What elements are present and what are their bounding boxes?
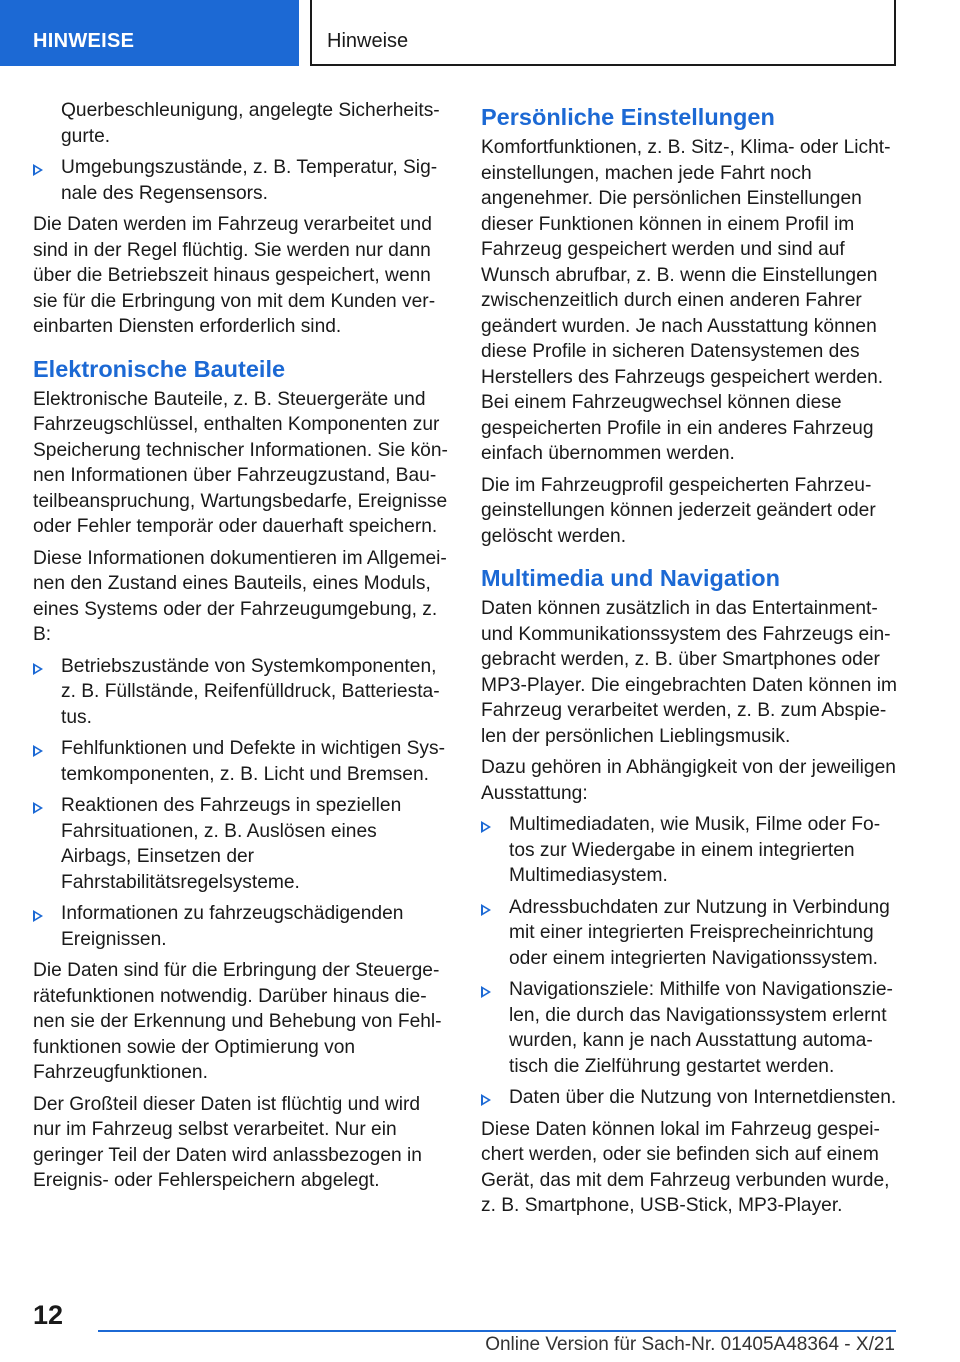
- list-item: [481, 812, 897, 889]
- page-number: 12: [33, 1300, 64, 1330]
- footer-version-text: Online Version für Sach-Nr. 01405A48364 - X/21: [485, 1334, 895, 1355]
- section-title: Hinweise: [310, 0, 896, 66]
- list-item: [481, 895, 897, 972]
- list-item: [33, 901, 449, 952]
- list-item-text: Multimediadaten, wie Musik, Filme oder Fotos zur Wiedergabe in einem integrierten Multimediasystem.: [509, 814, 881, 886]
- list-item-text: Informationen zu fahrzeugschädigenden Ereignissen.: [61, 903, 404, 950]
- heading-multimedia-navigation: Multimedia und Navigation: [481, 565, 780, 591]
- triangle-bullet-icon: [33, 164, 43, 176]
- triangle-bullet-icon: [33, 910, 43, 922]
- list-item: [481, 1085, 897, 1111]
- list-item: [33, 736, 449, 787]
- list-item: [481, 977, 897, 1079]
- right-column: [481, 98, 897, 1225]
- list-item: [33, 793, 449, 895]
- paragraph-storage: Diese Daten können lokal im Fahrzeug gespeichert werden, oder sie befinden sich auf einem Gerät, das mit dem Fahrzeug verbunden wurde, z. B. Smartphone, USB-Stick, MP3-Player.: [481, 1118, 890, 1216]
- page-header: [0, 0, 960, 66]
- list-item-text: Navigationsziele: Mithilfe von Navigationszielen, die durch das Navigationssystem erlernt wurden, kann je nach Ausstattung automatisch die Zielführung gestartet werden.: [509, 979, 893, 1077]
- triangle-bullet-icon: [33, 745, 43, 757]
- paragraph-required: Die Daten sind für die Erbringung der Steuergerätefunktionen notwendig. Darüber hinaus dienen sie der Erkennung und Behebung von Fehlfunktionen sowie der Optimierung von Fahrzeugfunktionen.: [33, 960, 442, 1083]
- list-item-text: Betriebszustände von Systemkomponenten, z. B. Füllstände, Reifenfülldruck, Batteriestatus.: [61, 655, 440, 728]
- triangle-bullet-icon: [33, 802, 43, 814]
- heading-electronic-components: Elektronische Bauteile: [33, 355, 286, 382]
- paragraph-multimedia: Daten können zusätzlich in das Entertainment- und Kommunikationssystem des Fahrzeugs eingebracht werden, z. B. über Smartphones oder MP3-Player. Die eingebrachten Daten können im Fahrzeug verarbeitet werden, z. B. zum Abspielen der persönlichen Lieblingsmusik.: [481, 598, 897, 747]
- footer-divider: [98, 1330, 896, 1332]
- paragraph-includes: Dazu gehören in Abhängigkeit von der jeweiligen Ausstattung:: [481, 757, 896, 804]
- paragraph-comfort: Komfortfunktionen, z. B. Sitz-, Klima- oder Lichteinstellungen, machen jede Fahrt noch angenehmer. Die persönlichen Einstellungen dieser Funktionen können in einem Profil im Fahrzeug gespeichert werden und sind auf Wunsch abrufbar, z. B. wenn die Einstellungen zwischenzeitlich durch einen anderen Fahrer geändert wurden. Je nach Ausstattung können diese Profile in sicheren Datensystemen des Herstellers des Fahrzeugs gespeichert werden. Bei einem Fahrzeugwechsel können diese gespeicherten Profile in ein anderes Fahrzeug einfach übernommen werden.: [481, 137, 891, 464]
- section-tab: HINWEISE: [0, 0, 299, 66]
- triangle-bullet-icon: [481, 904, 491, 916]
- bullet-continuation: Querbeschleunigung, angelegte Sicherheitsgurte.: [61, 100, 440, 147]
- paragraph-components: Elektronische Bauteile, z. B. Steuergeräte und Fahrzeugschlüssel, enthalten Komponenten zur Speicherung technischer Informationen. Sie können Informationen über Fahrzeugzustand, Bauteilbeanspruchung, Wartungsbedarfe, Ereignisse oder Fehler temporär oder dauerhaft speichern.: [33, 388, 448, 537]
- triangle-bullet-icon: [481, 1094, 491, 1106]
- list-item-text: Reaktionen des Fahrzeugs in speziellen Fahrsituationen, z. B. Auslösen eines Airbags, Einsetzen der Fahrstabilitätsregelsysteme.: [61, 795, 402, 893]
- list-item-text: Umgebungszustände, z. B. Temperatur, Signale des Regensensors.: [61, 157, 438, 204]
- list-item: [33, 654, 449, 731]
- list-item: [33, 155, 449, 206]
- paragraph-processing: Die Daten werden im Fahrzeug verarbeitet und sind in der Regel flüchtig. Sie werden nur dann über die Betriebszeit hinaus gespeichert, wenn sie für die Erbringung von mit dem Kunden vereinbarten Diensten erforderlich sind.: [33, 214, 436, 337]
- triangle-bullet-icon: [33, 663, 43, 675]
- list-item-text: Adressbuchdaten zur Nutzung in Verbindung mit einer integrierten Freisprecheinrichtung oder einem integrierten Navigationssystem.: [509, 896, 890, 969]
- paragraph-profile: Die im Fahrzeugprofil gespeicherten Fahrzeugeinstellungen können jederzeit geändert oder gelöscht werden.: [481, 474, 876, 547]
- triangle-bullet-icon: [481, 821, 491, 833]
- paragraph-document: Diese Informationen dokumentieren im Allgemeinen den Zustand eines Bauteils, eines Moduls, eines Systems oder der Fahrzeugumgebung, z. B:: [33, 547, 447, 645]
- heading-personal-settings: Persönliche Einstellungen: [481, 104, 775, 130]
- left-column: [33, 98, 449, 1200]
- list-item-text: Fehlfunktionen und Defekte in wichtigen Systemkomponenten, z. B. Licht und Bremsen.: [61, 738, 445, 785]
- triangle-bullet-icon: [481, 986, 491, 998]
- list-item-text: Daten über die Nutzung von Internetdiensten.: [509, 1087, 897, 1108]
- paragraph-volatile: Der Großteil dieser Daten ist flüchtig und wird nur im Fahrzeug selbst verarbeitet. Nur ein geringer Teil der Daten wird anlassbezogen in Ereignis- oder Fehlerspeichern abgelegt.: [33, 1093, 422, 1191]
